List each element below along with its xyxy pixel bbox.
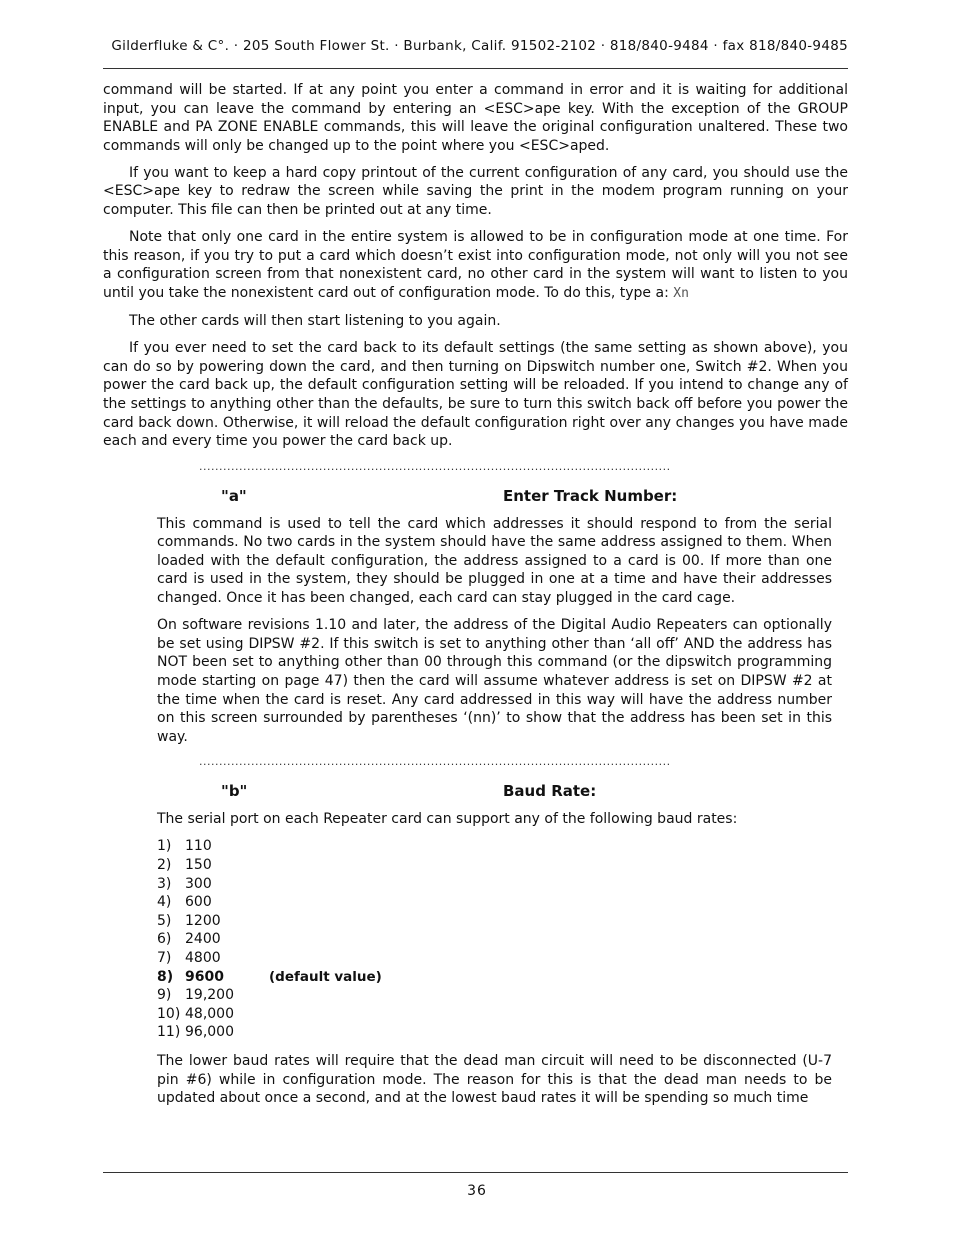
list-item: 7) 4800	[157, 949, 221, 966]
section-a-body	[157, 515, 832, 747]
list-item: 5) 1200	[157, 912, 221, 929]
section-a-paragraph-1: This command is used to tell the card which addresses it should respond to from the serial commands. No two cards in the system should have the same address assigned to them. When loaded with the default configuration, the address assigned to a card is 00. If more than one card is used in the system, they should be plugged in one at a time and have their addresses changed. Once it has been changed, each card can stay plugged in the card cage.	[157, 515, 832, 607]
command-heading-a	[103, 487, 848, 509]
header-rule	[103, 68, 848, 69]
page-number: 36	[467, 1183, 487, 1199]
list-item: 2) 150	[157, 857, 212, 873]
command-title: Baud Rate:	[503, 782, 597, 801]
command-heading-b	[103, 782, 848, 804]
list-item-default: 8) 9600 (default value)	[157, 968, 382, 985]
command-title: Enter Track Number:	[503, 486, 678, 505]
command-key: "b"	[221, 782, 248, 801]
section-a-paragraph-2: On software revisions 1.10 and later, the address of the Digital Audio Repeaters can optionally be set using DIPSW #2. If this switch is set to anything other than ‘all off’ AND the address has NOT been set to anything other than 00 through this command (or the dipswitch programming mode starting on page 47) then the card will assume whatever address is set on DIPSW #2 at the time when the card is reset. Any card addressed in this way will have the address number on this screen surrounded by parentheses ‘(nn)’ to show that the address has been set in this way.	[157, 617, 832, 745]
intro-paragraph-3	[103, 228, 848, 303]
intro-paragraph-4: The other cards will then start listening to you again.	[129, 313, 501, 330]
section-b-outro-block	[157, 1052, 832, 1108]
list-item: 10) 48,000	[157, 1005, 234, 1022]
intro-paragraph-3-text: Note that only one card in the entire system is allowed to be in configuration mode at one time. For this reason, if you try to put a card which doesn’t exist into configuration mode, not only will you not see a configuration screen from that nonexistent card, no other card in the system will want to listen to you until you take the nonexistent card out of configuration mode. To do this, type a:	[103, 229, 848, 301]
list-item: 3) 300	[157, 875, 212, 892]
section-separator: ......................................................................................................................	[199, 460, 671, 473]
inline-code: Xn	[673, 285, 689, 301]
list-item: 11) 96,000	[157, 1024, 234, 1041]
intro-paragraph-1: command will be started. If at any point you enter a command in error and it is waiting for additional input, you can leave the command by entering an <ESC>ape key. With the exception of the GROUP ENABLE and PA ZONE ENABLE commands, this will leave the original configuration unaltered. These two commands will only be changed up to the point where you <ESC>aped.	[103, 82, 848, 154]
section-b-body	[157, 810, 832, 829]
list-item: 1) 110	[157, 838, 212, 855]
default-value-note: (default value)	[269, 968, 382, 985]
section-b-intro: The serial port on each Repeater card can support any of the following baud rates:	[157, 811, 738, 828]
command-key: "a"	[221, 486, 247, 505]
intro-paragraph-5: If you ever need to set the card back to its default settings (the same setting as shown above), you can do so by powering down the card, and then turning on Dipswitch number one, Switch #2. When you power the card back up, the default configuration setting will be reloaded. If you intend to change any of the settings to anything other than the defaults, be sure to turn this switch back off before you power the card back down. Otherwise, it will reload the default configuration right over any changes you have made each and every time you power the card back up.	[103, 340, 848, 450]
list-item: 6) 2400	[157, 931, 221, 948]
section-b-outro: The lower baud rates will require that the dead man circuit will need to be disconnected (U-7 pin #6) while in configuration mode. The reason for this is that the dead man needs to be updated about once a second, and at the lowest baud rates it will be spending so much time	[157, 1052, 832, 1107]
list-item: 9) 19,200	[157, 987, 234, 1004]
page-header: Gilderfluke & C°. · 205 South Flower St. · Burbank, Calif. 91502-2102 · 818/840-9484 · fax 818/840-9485	[111, 38, 848, 54]
intro-paragraph-2: If you want to keep a hard copy printout of the current configuration of any card, you should use the <ESC>ape key to redraw the screen while saving the print in the modem program running on your computer. This file can then be printed out at any time.	[103, 164, 848, 219]
page-body	[103, 81, 848, 1116]
baud-rate-list	[157, 837, 848, 1042]
section-separator: ......................................................................................................................	[199, 756, 671, 769]
footer-rule	[103, 1172, 848, 1173]
list-item: 4) 600	[157, 894, 212, 911]
